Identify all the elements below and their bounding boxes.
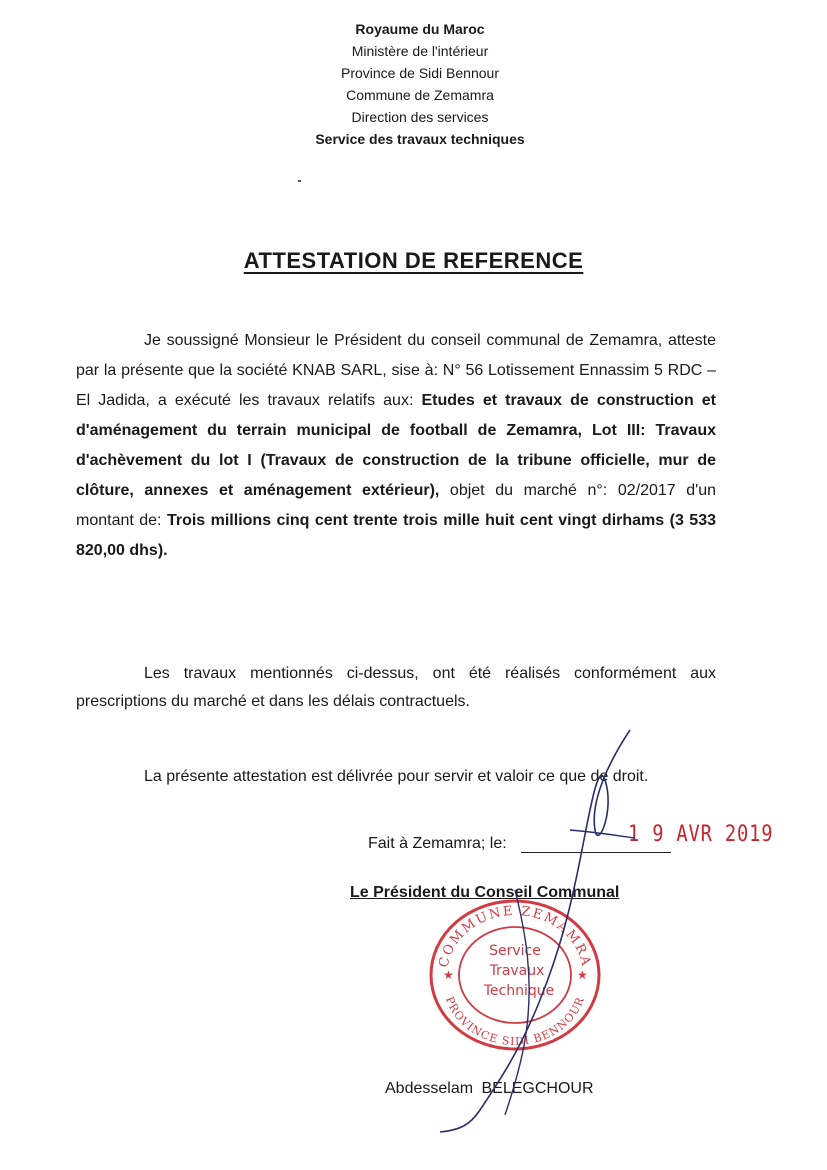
province-line: Province de Sidi Bennour xyxy=(341,65,499,81)
svg-text:★: ★ xyxy=(577,968,588,982)
speck xyxy=(298,180,301,182)
ministry-line: Ministère de l'intérieur xyxy=(351,43,489,59)
handwritten-signature xyxy=(420,720,650,1140)
svg-text:★: ★ xyxy=(443,968,454,982)
commune-line: Commune de Zemamra xyxy=(346,87,494,103)
document-title: ATTESTATION DE REFERENCE xyxy=(243,248,584,273)
letterhead xyxy=(220,18,620,150)
date-stamp: 1 9 AVR 2019 xyxy=(628,822,774,847)
signer-name: Abdesselam BELEGCHOUR xyxy=(385,1080,594,1097)
closing-paragraph: La présente attestation est délivrée pour servir et valoir ce que de droit. xyxy=(144,768,649,785)
para1-works: Etudes et travaux de construction et d'aménagement du terrain municipal de football de Zemamra, Lot III: Travaux d'achèvement du lot I (Travaux de construction de la tribune officielle, mur de clôture, annexes et aménagement extérieur), xyxy=(76,392,717,499)
direction-line: Direction des services xyxy=(351,109,489,125)
president-title: Le Président du Conseil Communal xyxy=(350,884,620,901)
para1-market: objet du marché n°: 02/2017 d'un montant de: xyxy=(76,482,717,529)
compliance-paragraph: Les travaux mentionnés ci-dessus, ont été réalisés conformément aux prescriptions du marché et dans les délais contractuels. xyxy=(76,665,716,710)
svg-text:PROVINCE SIDI BENNOUR: PROVINCE SIDI BENNOUR xyxy=(442,994,588,1049)
fait-label: Fait à Zemamra; le: xyxy=(368,835,507,852)
svg-text:Travaux: Travaux xyxy=(489,963,545,979)
kingdom-line: Royaume du Maroc xyxy=(355,21,485,37)
para1-intro: Je soussigné Monsieur le Président du conseil communal de Zemamra, atteste par la présente que la société KNAB SARL, sise à: N° 56 Lotissement Ennassim 5 RDC – El Jadida, a exécuté les travaux relatifs aux: xyxy=(76,332,716,409)
attestation-paragraph xyxy=(76,326,716,566)
service-line: Service des travaux techniques xyxy=(315,131,525,147)
svg-text:COMMUNE ZEMAMRA: COMMUNE ZEMAMRA xyxy=(436,903,594,969)
svg-text:Technique: Technique xyxy=(483,983,555,999)
svg-text:Service: Service xyxy=(489,943,541,959)
para1-amount: Trois millions cinq cent trente trois mille huit cent vingt dirhams (3 533 820,00 dhs). xyxy=(76,512,716,559)
